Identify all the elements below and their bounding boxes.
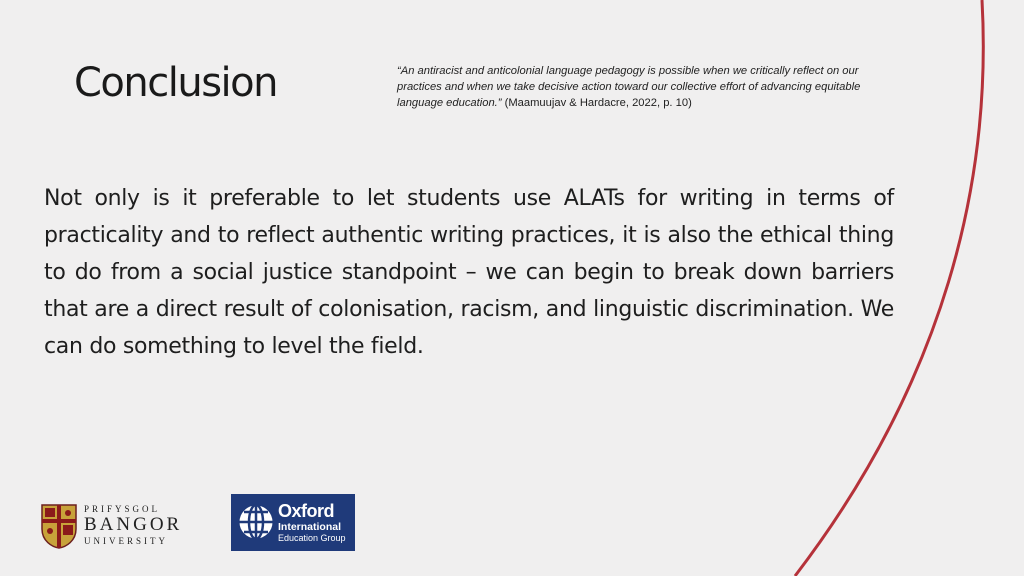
oxford-line-3: Education Group [278,533,346,543]
oxford-line-1: Oxford [278,501,335,521]
bangor-university-logo [40,500,200,550]
globe-icon [236,502,276,542]
slide-body-text: Not only is it preferable to let students use ALATs for writing in terms of practicality and to reflect authentic writing practices, it is also the ethical thing to do from a social justice standpoint – we can begin to break down barriers that are a direct result of colonisation, racism, and linguistic discrimination. We can do something to level the field. [44,186,894,359]
bangor-line-prifysgol: PRIFYSGOL [84,504,161,514]
oxford-international-logo [231,494,355,551]
quote-text: “An antiracist and anticolonial language pedagogy is possible when we critically reflect on our practices and when we take decisive action toward our collective effort of advancing equitable language education.” [397,65,861,109]
bangor-line-bangor: BANGOR [84,514,183,535]
quote-block [397,63,897,111]
quote-citation: (Maamuujav & Hardacre, 2022, p. 10) [501,97,692,109]
bangor-crest-icon [40,503,78,549]
slide-title: Conclusion [74,60,277,106]
bangor-line-university: UNIVERSITY [84,536,168,546]
oxford-line-2: International [278,521,342,533]
